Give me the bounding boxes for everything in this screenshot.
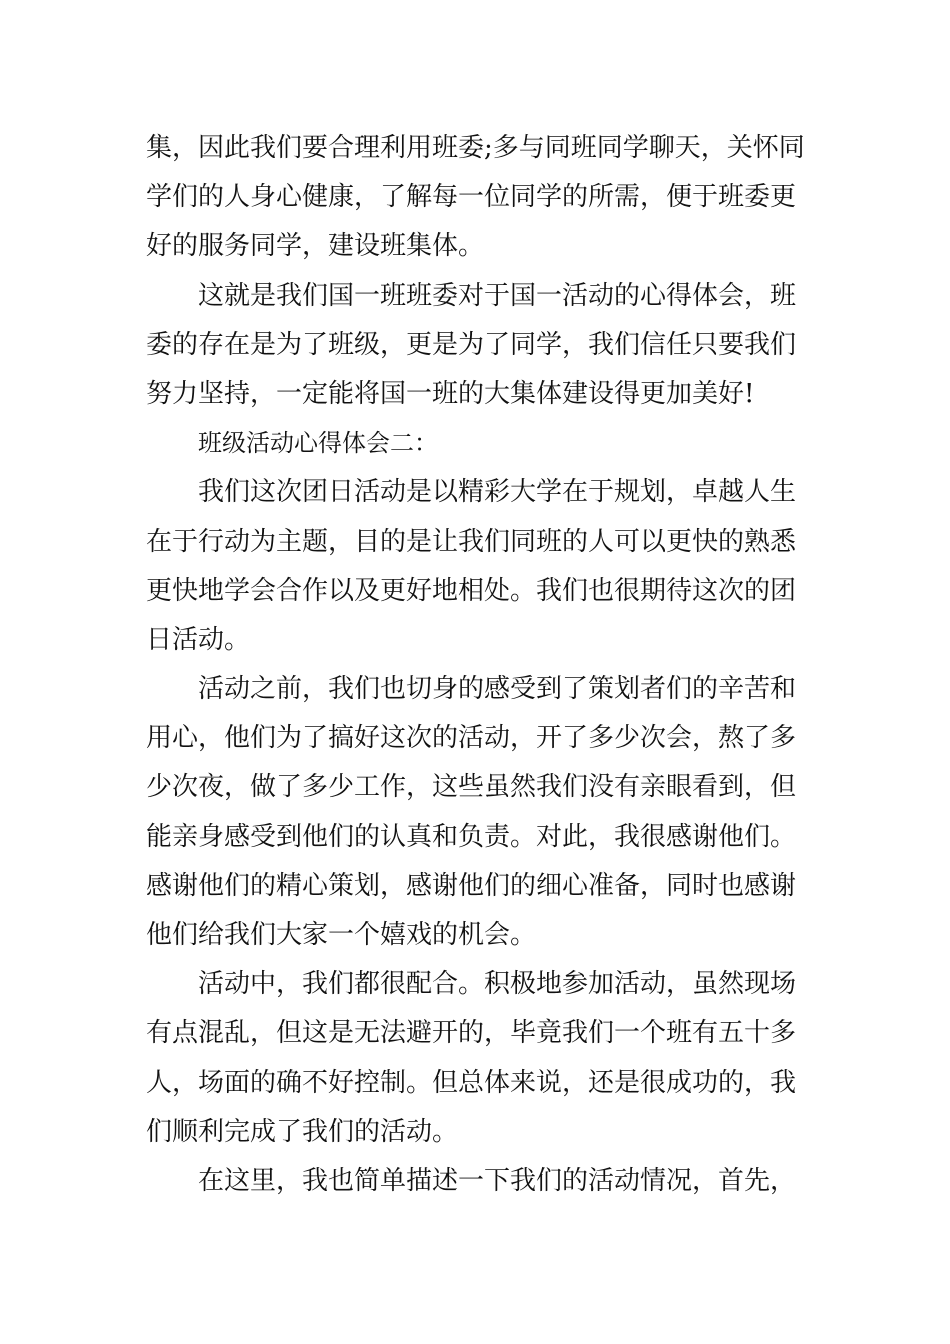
- paragraph-4-line-2: 用心，他们为了搞好这次的活动，开了多少次会，熬了多: [146, 723, 797, 754]
- paragraph-4-line-3: 少次夜，做了多少工作，这些虽然我们没有亲眼看到，但: [146, 772, 797, 803]
- paragraph-1-line-1: 集，因此我们要合理利用班委;多与同班同学聊天，关怀同: [146, 133, 805, 163]
- document-body: [146, 124, 806, 1206]
- paragraph-1-line-2: 学们的人身心健康，了解每一位同学的所需，便于班委更: [146, 182, 797, 213]
- paragraph-5-line-1: 活动中，我们都很配合。积极地参加活动，虽然现场: [198, 969, 797, 1000]
- paragraph-4-line-5: 感谢他们的精心策划，感谢他们的细心准备，同时也感谢: [146, 870, 797, 901]
- paragraph-6-line-1: 在这里，我也简单描述一下我们的活动情况，首先，: [198, 1165, 797, 1196]
- paragraph-5-line-2: 有点混乱，但这是无法避开的，毕竟我们一个班有五十多: [146, 1018, 797, 1049]
- paragraph-5-line-3: 人，场面的确不好控制。但总体来说，还是很成功的，我: [146, 1067, 797, 1098]
- paragraph-3-line-2: 在于行动为主题，目的是让我们同班的人可以更快的熟悉: [146, 526, 797, 557]
- paragraph-4-line-4: 能亲身感受到他们的认真和负责。对此，我很感谢他们。: [146, 821, 797, 852]
- paragraph-2-line-3: 努力坚持，一定能将国一班的大集体建设得更加美好!: [146, 378, 755, 409]
- section-heading: 班级活动心得体会二：: [198, 429, 438, 458]
- paragraph-2-line-2: 委的存在是为了班级，更是为了同学，我们信任只要我们: [146, 329, 797, 360]
- paragraph-4-line-1: 活动之前，我们也切身的感受到了策划者们的辛苦和: [198, 674, 797, 705]
- paragraph-5-line-4: 们顺利完成了我们的活动。: [146, 1116, 459, 1147]
- paragraph-3-line-1: 我们这次团日活动是以精彩大学在于规划，卓越人生: [198, 477, 797, 508]
- paragraph-1-line-3: 好的服务同学，建设班集体。: [146, 231, 485, 262]
- paragraph-4-line-6: 他们给我们大家一个嬉戏的机会。: [146, 920, 537, 950]
- paragraph-2-line-1: 这就是我们国一班班委对于国一活动的心得体会，班: [198, 280, 797, 311]
- paragraph-3-line-3: 更快地学会合作以及更好地相处。我们也很期待这次的团: [146, 575, 797, 606]
- paragraph-3-line-4: 日活动。: [146, 624, 251, 655]
